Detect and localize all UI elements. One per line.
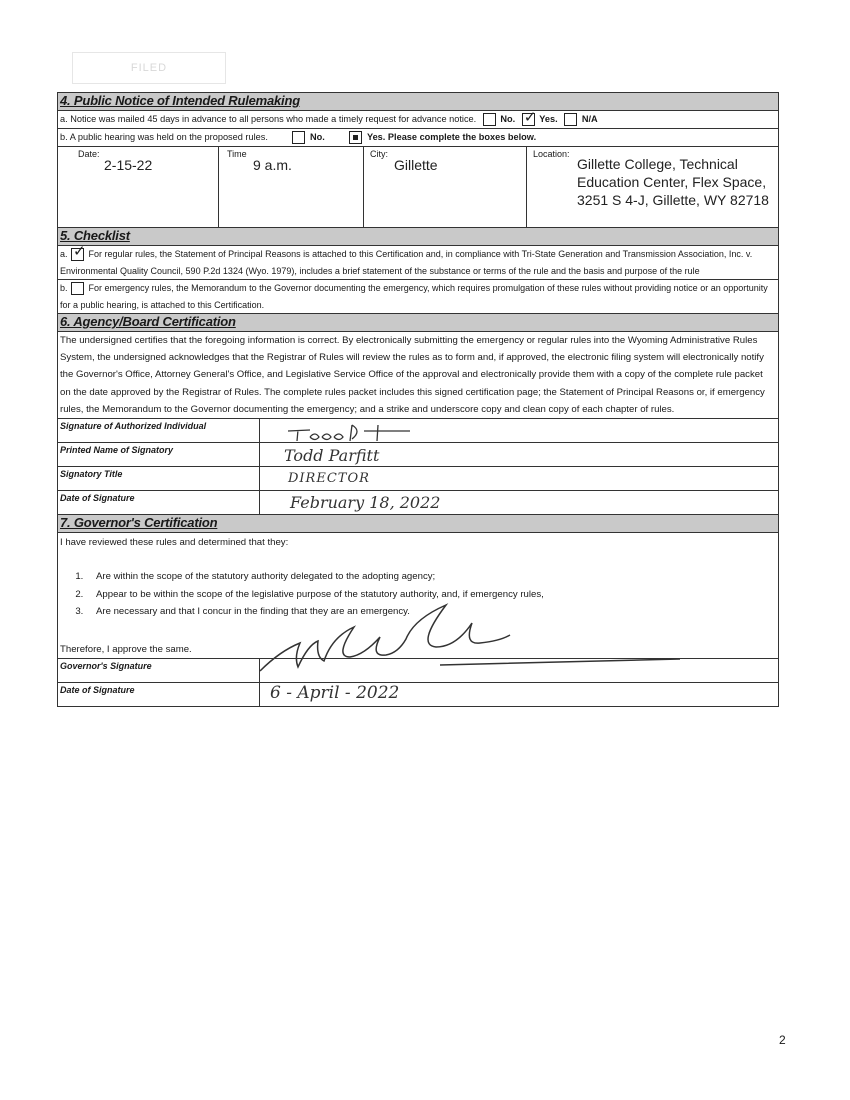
governor-approve-text: Therefore, I approve the same. xyxy=(60,643,192,655)
notice-yes-label: Yes. xyxy=(539,114,558,124)
list-item: 3. Are necessary and that I concur in the finding that they are an emergency. xyxy=(86,603,778,621)
list-item: 1. Are within the scope of the statutory authority delegated to the adopting agency; xyxy=(86,568,778,586)
notice-row xyxy=(58,111,778,129)
item-b-checkbox[interactable] xyxy=(71,282,84,295)
time-cell xyxy=(219,147,364,227)
section-4-title: 4. Public Notice of Intended Rulemaking xyxy=(60,93,300,108)
printed-name-field[interactable] xyxy=(260,443,778,466)
item-b-prefix: b. xyxy=(60,283,68,293)
agency-date-row xyxy=(58,491,778,515)
date-cell xyxy=(58,147,219,227)
printed-name-value: Todd Parfitt xyxy=(284,446,380,466)
notice-na-checkbox[interactable] xyxy=(564,113,577,126)
section-4-header xyxy=(58,93,778,111)
hearing-yes-checkbox[interactable] xyxy=(349,131,362,144)
location-label: Location: xyxy=(533,149,570,159)
agency-signature-icon xyxy=(280,419,480,443)
city-value[interactable]: Gillette xyxy=(394,157,438,173)
agency-signature-row xyxy=(58,419,778,443)
notice-yes-checkbox[interactable] xyxy=(522,109,537,127)
governor-intro: I have reviewed these rules and determined that they: xyxy=(60,537,289,549)
item-b-text: For emergency rules, the Memorandum to the Governor documenting the emergency, which requires promulgation of these rules without providing notice or an opportunity for a public hearing, is attached to this Certification. xyxy=(60,283,768,310)
certification-text: The undersigned certifies that the foregoing information is correct. By electronically submitting the emergency or regular rules into the Wyoming Administrative Rules System, the undersigned acknowledges that the Registrar of Rules will review the rules as to form and, if approved, the electronic filing system will electronically notify the Governor's Office, Attorney General's Office, and Legislative Service Office of the approval and electronically provide them with a copy of the complete rule packet on the date approved by the Registrar of Rules. The complete rules packet includes this signed certification page; the Statement of Principal Reasons or, if emergency rules, the Memorandum to the Governor documenting the emergency; and a strike and underscore copy and clean copy of each chapter of rules. xyxy=(58,332,778,419)
notice-no-checkbox[interactable] xyxy=(483,113,496,126)
date-label: Date: xyxy=(78,149,100,159)
city-cell xyxy=(364,147,527,227)
governor-signature-icon xyxy=(250,619,710,679)
section-7-title: 7. Governor's Certification xyxy=(60,515,218,531)
hearing-details xyxy=(58,147,778,228)
governor-signature-label: Governor's Signature xyxy=(58,659,260,682)
section-6-header xyxy=(58,314,778,332)
time-value[interactable]: 9 a.m. xyxy=(253,157,292,173)
notice-na-label: N/A xyxy=(581,114,598,124)
location-cell xyxy=(527,147,778,227)
agency-signature-field[interactable] xyxy=(260,419,778,442)
hearing-text: b. A public hearing was held on the proposed rules. xyxy=(60,132,268,142)
item-a-checkbox[interactable] xyxy=(71,243,86,261)
filing-stamp xyxy=(72,52,226,84)
governor-criteria-list xyxy=(58,568,778,621)
signatory-title-row xyxy=(58,467,778,491)
certification-form xyxy=(57,92,779,707)
checklist-item-a xyxy=(58,243,778,280)
time-label: Time xyxy=(227,149,247,159)
hearing-row xyxy=(58,129,778,147)
checklist-item-b xyxy=(58,280,778,314)
section-5-header xyxy=(58,228,778,246)
printed-name-row xyxy=(58,443,778,467)
printed-name-label: Printed Name of Signatory xyxy=(58,443,260,466)
notice-no-label: No. xyxy=(500,114,516,124)
governor-signature-row xyxy=(58,659,778,683)
item-a-text: For regular rules, the Statement of Principal Reasons is attached to this Certification and, in compliance with Tri-State Generation and Transmission Association, Inc. v. Environmental Quality Council, 590 P.2d 1324 (Wyo. 1979), includes a brief statement of the substance or terms of the rule and the basis and purpose of the rule xyxy=(60,249,753,276)
location-value[interactable]: Gillette College, Technical Education Center, Flex Space, 3251 S 4-J, Gillette, WY 82718 xyxy=(577,156,769,208)
hearing-no-checkbox[interactable] xyxy=(292,131,305,144)
signatory-title-label: Signatory Title xyxy=(58,467,260,490)
section-7-header xyxy=(58,515,778,533)
check-mark-icon: ✓ xyxy=(523,109,537,127)
agency-date-value: February 18, 2022 xyxy=(290,493,441,513)
list-item: 2. Appear to be within the scope of the legislative purpose of the statutory authority, and, if emergency rules, xyxy=(86,586,778,604)
hearing-yes-label: Yes. Please complete the boxes below. xyxy=(366,132,537,142)
governor-date-value: 6 - April - 2022 xyxy=(270,683,400,704)
notice-text: a. Notice was mailed 45 days in advance to all persons who made a timely request for advance notice. xyxy=(60,114,477,124)
signatory-title-field[interactable] xyxy=(260,467,778,490)
signatory-title-value: DIRECTOR xyxy=(288,471,370,487)
governor-signature-field[interactable] xyxy=(260,659,778,682)
page-number: 2 xyxy=(779,1033,786,1047)
check-mark-icon: ✓ xyxy=(73,243,86,261)
agency-date-field[interactable] xyxy=(260,491,778,514)
section-5-title: 5. Checklist xyxy=(60,228,130,243)
section-6-title: 6. Agency/Board Certification xyxy=(60,314,236,329)
stamp-text: FILED xyxy=(130,62,168,74)
governor-date-label: Date of Signature xyxy=(58,683,260,706)
item-a-prefix: a. xyxy=(60,249,68,259)
hearing-no-label: No. xyxy=(310,132,325,142)
agency-signature-label: Signature of Authorized Individual xyxy=(58,419,260,442)
city-label: City: xyxy=(370,149,388,159)
date-value[interactable]: 2-15-22 xyxy=(104,157,153,173)
governor-date-row xyxy=(58,683,778,706)
agency-date-label: Date of Signature xyxy=(58,491,260,514)
governor-date-field[interactable] xyxy=(260,683,778,706)
